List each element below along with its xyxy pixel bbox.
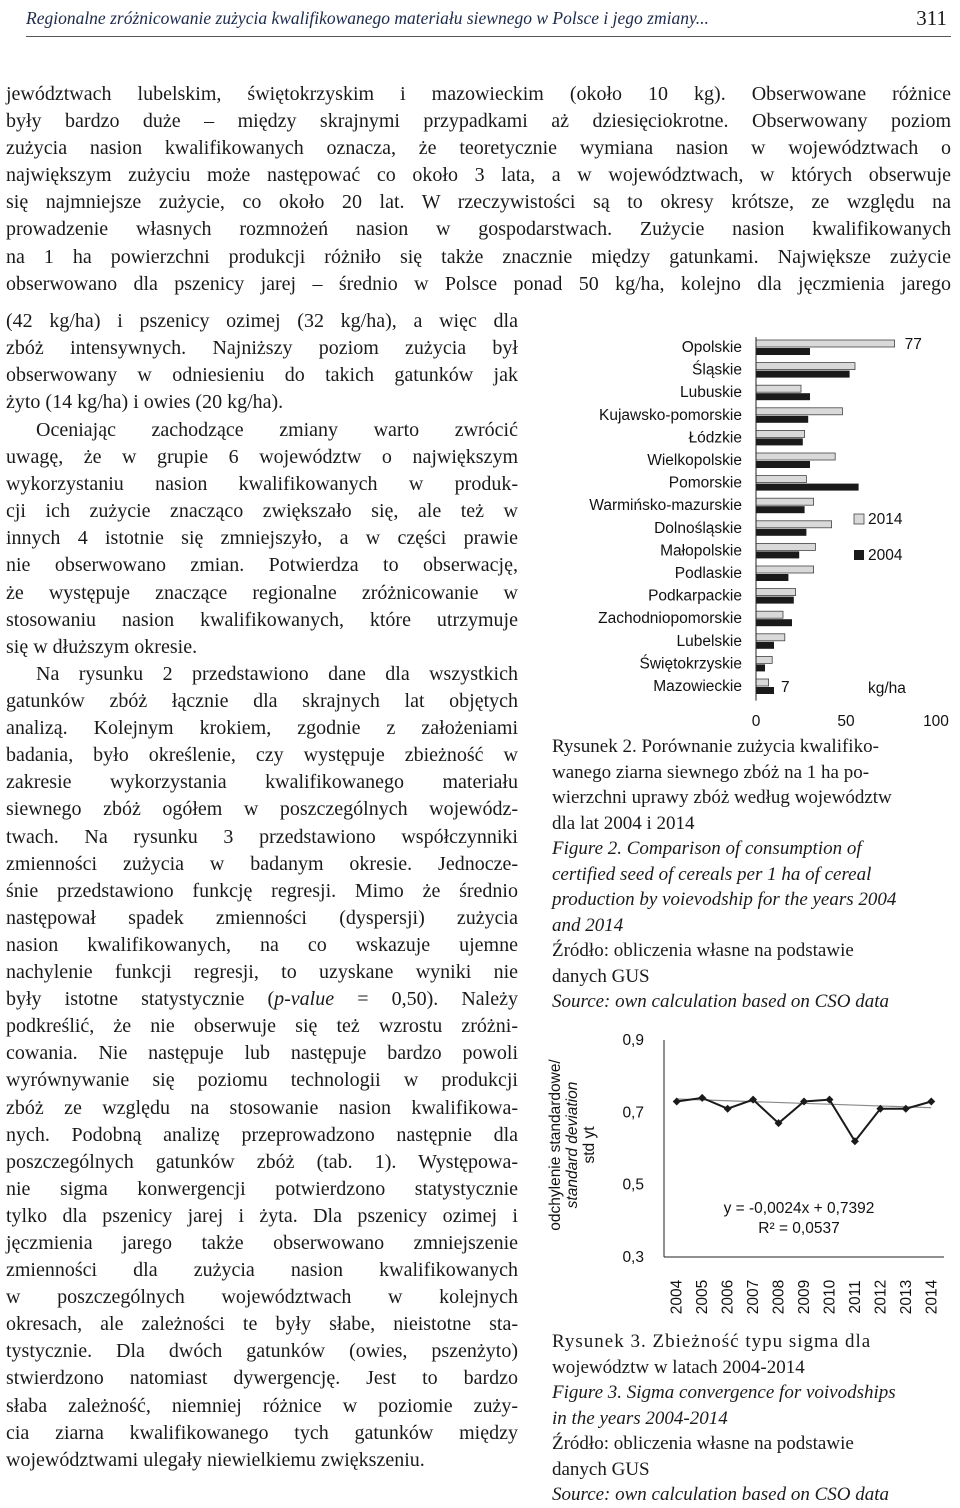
caption-line: Rysunek 2. Porównanie zużycia kwalifiko-	[552, 736, 879, 757]
bar-2004	[756, 687, 774, 694]
caption-line-en: production by voievodship for the years 2004	[552, 889, 897, 910]
bar-2004	[756, 529, 806, 536]
text-line: (42 kg/ha) i pszenicy ozimej (32 kg/ha), a więc dla	[6, 310, 518, 332]
x-tick-label: 2012	[872, 1279, 890, 1315]
regression-equation: y = -0,0024x + 0,7392	[723, 1200, 875, 1217]
x-tick-label: 100	[923, 713, 949, 730]
bar-2014	[756, 679, 769, 686]
caption-source: danych GUS	[552, 965, 650, 987]
text-line: poszczególnych gatunków zbóż (tab. 1). Występowa-	[6, 1150, 518, 1173]
text-line: tylko dla pszenicy jarej i żyta. Dla pszenicy ozimej i	[6, 1204, 518, 1227]
bar-2004	[756, 574, 788, 581]
text-line: słaba zależność, niemniej różnice w poziomie zuży-	[6, 1394, 518, 1417]
text-line: były bardzo duże – między skrajnymi przypadkami aż dziesięciokrotne. Obserwowany poziom	[6, 110, 951, 133]
bar-2004	[756, 416, 808, 423]
page-number: 311	[916, 6, 947, 30]
category-label: Świętokrzyskie	[639, 655, 742, 673]
x-tick-label: 2004	[668, 1279, 686, 1315]
text-line: zmienności dla zużycia nasion kwalifikowanych	[6, 1259, 518, 1282]
bar-2004	[756, 664, 765, 671]
bar-2014	[756, 611, 783, 618]
caption-line: wierzchni uprawy zbóż według województw	[552, 787, 892, 808]
text-line: zbóż intensywnych. Najniższy poziom zużycia był	[6, 337, 518, 360]
x-tick-label: 2005	[694, 1279, 712, 1315]
caption-line-en: certified seed of cereals per 1 ha of cereal	[552, 863, 872, 885]
data-point	[724, 1105, 732, 1113]
running-header	[26, 4, 951, 37]
italic-term: p-value	[274, 988, 335, 1011]
y-tick-label: 0,9	[622, 1032, 644, 1049]
data-point	[698, 1094, 706, 1102]
text-line: w poszczególnych województwach w kolejnych	[6, 1286, 518, 1309]
category-label: Lubelskie	[676, 632, 742, 650]
bar-2014	[756, 453, 835, 460]
paragraph-1	[6, 81, 951, 298]
text-line: nasion kwalifikowanych, na co wskazuje ujemne	[6, 933, 518, 956]
paragraph-1-cont	[6, 308, 518, 416]
caption-line: wanego ziarna siewnego zbóż na 1 ha po-	[552, 761, 870, 783]
text-line: Na rysunku 2 przedstawiono dane dla wszystkich	[36, 663, 518, 685]
category-label: Lubuskie	[679, 384, 742, 402]
caption-source-en: Source: own calculation based on CSO data	[552, 991, 890, 1012]
text-fragment: = 0,50). Należy	[334, 988, 518, 1011]
legend-swatch-2004	[854, 550, 864, 560]
paragraph-3	[6, 661, 518, 1474]
legend-swatch-2014	[854, 514, 864, 524]
text-line: zakresie wykorzystania kwalifikowanego materiału	[6, 771, 518, 794]
x-tick-label: 2008	[770, 1279, 788, 1315]
unit-label: kg/ha	[868, 680, 906, 697]
bar-2014	[756, 408, 842, 415]
category-label: Kujawsko-pomorskie	[599, 406, 742, 424]
text-line: prowadzenie własnych rozmnożeń nasion w gospodarstwach. Zużycie nasion kwalifikowanych	[6, 218, 951, 241]
caption-line: województw w latach 2004-2014	[552, 1356, 805, 1378]
text-line: tystycznie. Dla dwóch gatunków (owies, pszenżyto)	[6, 1340, 518, 1363]
text-line: obserwowany w odniesieniu do takich gatunków jak	[6, 364, 518, 387]
text-line: nych. Podobną analizę przeprowadzono następnie dla	[6, 1123, 518, 1146]
text-line: gatunków zbóż łącznie dla skrajnych lat objętych	[6, 690, 518, 713]
text-line: następował spadek zmienności (dyspersji) zużycia	[6, 906, 518, 929]
figure-3-caption	[552, 1329, 952, 1508]
bar-2014	[756, 521, 832, 528]
text-line: Oceniając zachodzące zmiany warto zwrócić	[36, 419, 518, 441]
text-line: badania, było określenie, czy występuje zbieżność w	[6, 744, 518, 767]
bar-2004	[756, 597, 794, 604]
text-line: wyrównywanie się poziomu technologii w produkcji	[6, 1069, 518, 1092]
category-label: Śląskie	[692, 361, 742, 379]
y-tick-label: 0,3	[622, 1249, 644, 1266]
y-tick-label: 0,5	[622, 1176, 644, 1194]
bar-2004	[756, 393, 810, 400]
bar-2004	[756, 551, 799, 558]
text-line: największym zużyciu może następować co około 3 lata, a w województwach, w których obserwuje	[6, 164, 951, 187]
figure-3-line-chart	[534, 1020, 954, 1320]
text-line: jęczmienia jarego także obserwowano zmniejszenie	[6, 1231, 518, 1254]
x-tick-label: 2011	[846, 1280, 864, 1314]
bar-2014	[756, 340, 895, 347]
r-squared: R² = 0,0537	[758, 1220, 840, 1237]
bar-2014	[756, 656, 772, 663]
text-line: cia ziarna kwalifikowanego tych gatunków między	[6, 1421, 518, 1444]
y-axis-label: odchylenie standardowe/	[547, 1059, 564, 1231]
bar-2014	[756, 385, 801, 392]
x-tick-label: 2014	[923, 1279, 941, 1315]
bar-2004	[756, 484, 859, 491]
caption-source: Źródło: obliczenia własne na podstawie	[552, 1433, 854, 1454]
text-line: obserwowano dla pszenicy jarej – średnio w Polsce ponad 50 kg/ha, kolejno dla jęczmienia jarego	[6, 272, 951, 295]
text-line: zużycia nasion kwalifikowanych oznacza, że teoretycznie wymiana nasion w województwach o	[6, 137, 951, 160]
bar-2014	[756, 430, 805, 437]
text-line: cowania. Nie następuje lub następuje bardzo powoli	[6, 1042, 518, 1065]
text-line: okresach, ale zależności te były słabe, nieistotne sta-	[6, 1313, 518, 1336]
paragraph-2	[6, 417, 518, 661]
category-label: Dolnośląskie	[654, 519, 742, 537]
data-label: 7	[781, 679, 790, 696]
figure-2-caption	[552, 734, 952, 1015]
category-label: Podlaskie	[674, 565, 742, 582]
bar-2014	[756, 566, 814, 573]
category-label: Małopolskie	[660, 542, 742, 560]
caption-line-en: Figure 3. Sigma convergence for voivodships	[552, 1382, 896, 1403]
bar-2014	[756, 498, 814, 505]
text-line	[6, 986, 518, 1013]
x-tick-label: 2010	[821, 1279, 839, 1315]
text-line: cji ich zużycie znacząco zwiększało się, ale też w	[6, 500, 518, 523]
bar-2014	[756, 589, 796, 596]
caption-line-en: Figure 2. Comparison of consumption of	[552, 838, 862, 859]
caption-source: Źródło: obliczenia własne na podstawie	[552, 940, 854, 961]
x-tick-label: 0	[751, 713, 761, 730]
text-line: siewnego zbóż ogółem w poszczególnych wojewódz-	[6, 798, 518, 821]
category-label: Opolskie	[681, 339, 742, 356]
text-line: się w dłuższym okresie.	[6, 635, 198, 658]
x-tick-label: 2009	[796, 1279, 813, 1315]
text-line: stwierdzono natomiast dywergencję. Jest to bardzo	[6, 1367, 518, 1390]
data-point	[902, 1105, 910, 1113]
category-label: Wielkopolskie	[647, 452, 742, 469]
text-line: na 1 ha powierzchni produkcji różniło się także znacznie między gatunkami. Największe zużycie	[6, 245, 951, 268]
category-label: Zachodniopomorskie	[598, 610, 742, 628]
bar-2004	[756, 642, 774, 649]
text-line: zmienności zużycia w badanym okresie. Jednocze-	[6, 852, 518, 875]
data-point	[927, 1097, 935, 1105]
text-line: zbóż ze względu na stosowanie nasion kwalifikowa-	[6, 1096, 518, 1119]
category-label: Warmińsko-mazurskie	[589, 497, 742, 515]
data-label: 77	[904, 336, 922, 353]
y-tick-label: 0,7	[622, 1104, 644, 1122]
text-line: analizą. Kolejnym krokiem, zgodnie z założeniami	[6, 717, 518, 740]
caption-source-en: Source: own calculation based on CSO data	[552, 1484, 890, 1505]
bar-2014	[756, 363, 855, 370]
bar-2004	[756, 348, 810, 355]
caption-line-en: and 2014	[552, 914, 624, 936]
text-line: nie sigma konwergencji potwierdzono statystycznie	[6, 1177, 518, 1200]
running-title: Regionalne zróżnicowanie zużycia kwalifikowanego materiału siewnego w Polsce i jego zmiany...	[26, 8, 709, 28]
text-line: śnie przedstawiono funkcję regresji. Mimo że średnio	[6, 879, 518, 902]
category-label: Łódzkie	[688, 429, 742, 447]
text-line: jewództwach lubelskim, świętokrzyskim i mazowieckim (około 10 kg). Obserwowane różnice	[6, 83, 951, 105]
text-line: wykorzystaniu nasion kwalifikowanych w produk-	[6, 473, 518, 496]
bar-2014	[756, 476, 806, 483]
figure-2-bar-chart	[550, 325, 955, 735]
x-tick-label: 2006	[719, 1279, 737, 1315]
text-line: żyto (14 kg/ha) i owies (20 kg/ha).	[6, 391, 284, 414]
bar-2004	[756, 461, 810, 468]
text-line: innych 4 istotnie się zmniejszyło, a w części prawie	[6, 527, 518, 550]
category-label: Podkarpackie	[648, 587, 742, 605]
text-line: nie obserwowano zmian. Potwierdza to obserwację,	[6, 554, 518, 577]
bar-2014	[756, 634, 785, 641]
caption-line: dla lat 2004 i 2014	[552, 812, 695, 834]
bar-2004	[756, 438, 803, 445]
text-fragment: były istotne statystycznie (	[6, 988, 275, 1011]
legend-label: 2014	[868, 511, 903, 528]
x-tick-label: 2007	[745, 1279, 763, 1315]
category-label: Mazowieckie	[653, 678, 742, 695]
bar-2004	[756, 506, 805, 513]
bar-2014	[756, 543, 815, 550]
caption-line-en: in the years 2004-2014	[552, 1407, 728, 1429]
text-line: twach. Na rysunku 3 przedstawiono współczynniki	[6, 825, 518, 848]
bar-2004	[756, 619, 792, 626]
text-line: nachylenie funkcji regresji, to uzyskane wyniki nie	[6, 961, 518, 984]
text-line: województwami ulegały niewielkiemu zwiększeniu.	[6, 1448, 425, 1471]
y-axis-label: standard deviation	[564, 1081, 581, 1209]
category-label: Pomorskie	[668, 474, 742, 492]
text-line: że występuje znaczące regionalne zróżnicowanie w	[6, 581, 518, 604]
legend-label: 2004	[868, 547, 903, 564]
text-line: podkreślić, że nie obserwuje się też wzrostu zróżni-	[6, 1015, 518, 1038]
caption-line: Rysunek 3. Zbieżność typu sigma dla	[552, 1331, 872, 1352]
text-line: uwagę, że w grupie 6 województw o największym	[6, 446, 518, 469]
bar-2004	[756, 371, 850, 378]
caption-source: danych GUS	[552, 1458, 650, 1480]
y-axis-label: std yt	[581, 1126, 598, 1164]
x-tick-label: 2013	[897, 1279, 915, 1315]
text-line: się najmniejsze zużycie, co około 20 lat. W rzeczywistości są to okresy krótsze, ze względu na	[6, 191, 951, 214]
text-line: stosowaniu nasion kwalifikowanych, które utrzymuje	[6, 608, 518, 631]
x-tick-label: 50	[837, 713, 855, 730]
